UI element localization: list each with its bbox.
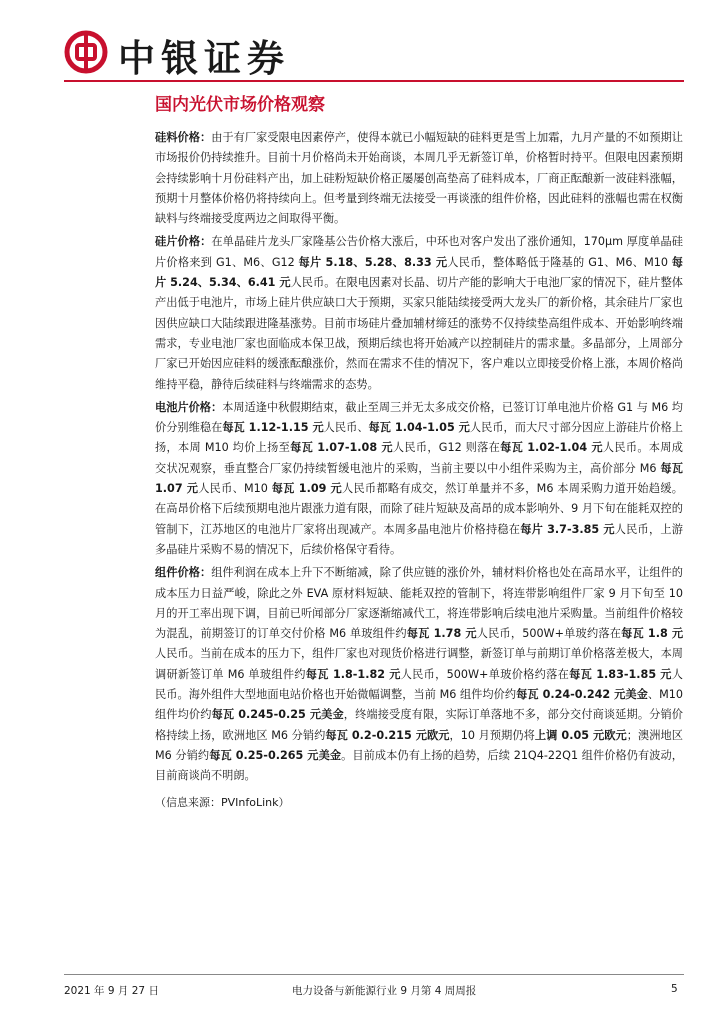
module-text: 人民币，500W+单玻约落在: [476, 627, 622, 641]
footer-date: 2021 年 9 月 27 日: [64, 985, 159, 997]
cell-paragraph: [155, 398, 683, 560]
module-text: ，终端接受度有限，实际订单落地不多，部分交付商谈延期。分销价格持续上扬，欧洲地区 M6 分销约: [155, 708, 683, 742]
cell-price: 每瓦 1.02-1.04 元: [500, 441, 603, 455]
module-price: 每瓦 0.245-0.25 元美金: [211, 708, 344, 722]
module-text: ，10 月预期仍将: [449, 728, 535, 742]
cell-price: 每片 3.7-3.85 元: [520, 522, 615, 536]
bank-of-china-logo-icon: [64, 30, 108, 74]
module-paragraph: [155, 563, 683, 786]
module-price: 每瓦 0.25-0.265 元美金: [209, 748, 342, 762]
module-price: 上调 0.05 元欧元: [534, 728, 627, 742]
brand-name: 中银证券: [118, 36, 290, 80]
wafer-text: 人民币。在限电因素对长晶、切片产能的影响大于电池厂家的情况下，硅片整体产出低于电池片，市场上硅片供应缺口大于预期，买家只能陆续接受两大龙头厂的新价格，其余硅片厂家也因供应缺口大陆续跟进隆基涨势。目前市场硅片叠加辅材缔廷的涨势不仅持续垫高组件成本、开始影响终端需求，专业电池厂家也面临成本保卫战，预期后续也将开始减产以控制硅片的需求量。多晶部分，上周部分厂家已开始因应硅料的缓涨酝酿涨价，然而在需求不佳的情况下，客户难以立即接受价格上涨，本周价格尚维持平稳，静待后续硅料与终端需求的态势。: [155, 276, 683, 391]
polysilicon-label: 硅料价格：: [155, 131, 212, 144]
article-body: [155, 128, 683, 813]
cell-text: 人民币、: [323, 421, 369, 435]
cell-text: 人民币，G12 则落在: [392, 441, 501, 455]
wafer-paragraph: [155, 232, 683, 394]
wafer-text: 人民币，整体略低于隆基的 G1、M6、M10: [447, 255, 672, 269]
module-price: 每瓦 1.78 元: [406, 627, 477, 641]
wafer-text: 在单晶硅片龙头厂家隆基公告价格大涨后，中环也对客户发出了涨价通知，170μm 厚度单晶硅片价格来到 G1、M6、G12: [155, 235, 683, 269]
page-header: [64, 30, 684, 82]
module-price: 每瓦 0.24-0.242 元美金: [516, 688, 648, 702]
wafer-label: 硅片价格：: [155, 235, 212, 249]
module-price: 每瓦 1.8-1.82 元: [305, 667, 401, 681]
module-text: 人民币。海外组件大型地面电站价格也开始微幅调整，当前 M6 组件均价约: [155, 667, 683, 702]
page-number: 5: [671, 983, 678, 995]
footer-report-title: 电力设备与新能源行业 9 月第 4 周周报: [292, 985, 477, 997]
cell-price: 每瓦 1.12-1.15 元: [222, 421, 324, 435]
polysilicon-paragraph: [155, 128, 683, 229]
cell-label: 电池片价格：: [155, 400, 223, 414]
module-text: 人民币。当前在成本的压力下，组件厂家也对现货价格进行调整，新签订单与前期订单价格落差极大，本周调研新签订单 M6 单玻组件约: [155, 647, 683, 681]
module-price: 每瓦 0.2-0.215 元欧元: [325, 728, 450, 742]
wafer-price: 每片 5.18、5.28、8.33 元: [298, 255, 448, 269]
cell-price: 每瓦 1.04-1.05 元: [368, 421, 470, 435]
module-text: 、M10 组件均价约: [155, 688, 683, 722]
cell-text: 人民币、M10: [198, 482, 272, 496]
cell-text: 人民币。本周成交状况观察，垂直整合厂家仍持续暂缓电池片的采购，当前主要以中小组件采购为主，高价部分 M6: [155, 441, 683, 475]
cell-text: 本周适逢中秋假期结束，截止至周三并无太多成交价格，已签订订单电池片价格 G1 与 M6 均价分别维稳在: [155, 400, 683, 435]
module-text: 人民币，500W+单玻价格约落在: [400, 667, 570, 681]
header-divider: [64, 80, 684, 82]
cell-text: 人民币，而大尺寸部分因应上游硅片价格上扬，本周 M10 均价上扬至: [155, 421, 683, 455]
module-text: 组件利润在成本上升下不断缩减，除了供应链的涨价外，辅材料价格也处在高昂水平，让组件的成本压力日益严峻，除此之外 EVA 原材料短缺、能耗双控的管制下，将连带影响组件厂家 9 月下旬至 10 月的开工率出现下调，目前已听闻部分厂家逐渐缩减代工，将连带影响后续电池片采购量。当前组件价格较为混乱，前期签订的订单交付价格 M6 单玻组件约: [155, 566, 683, 641]
cell-text: 人民币都略有成交，然订单量并不多，M6 本周采购力道开始趋缓。在高昂价格下后续预期电池片跟涨力道有限，而除了硅片短缺及高昂的成本影响外、9 月下旬在能耗双控的管制下，江苏地区的电池片厂家将出现减产。本周多晶电池片价格持稳在: [155, 482, 683, 536]
polysilicon-text: 由于有厂家受限电因素停产，使得本就已小幅短缺的硅料更是雪上加霜，九月产量的不如预期让市场报价仍持续推升。目前十月价格尚未开始商谈，本周几乎无新签订单，价格暂时持平。但限电因素预期会持续影响十月份硅料产出，加上硅粉短缺价格正屡屡创高垫高了硅料成本，厂商正酝酿新一波硅料涨幅，预期十月整体价格仍将持续向上。但考量到终端无法接受一再谈涨的组件价格，因此硅料的涨幅也需在权衡缺料与终端接受度两边之间取得平衡。: [155, 131, 683, 226]
cell-price: 每瓦 1.09 元: [271, 482, 343, 496]
module-price: 每瓦 1.8 元: [621, 627, 684, 641]
footer-divider: [64, 974, 684, 975]
wafer-price: 每片 5.24、5.34、6.41 元: [155, 255, 683, 290]
source-note: （信息来源：PVInfoLink）: [155, 795, 290, 809]
cell-price: 每瓦 1.07-1.08 元: [290, 441, 393, 455]
module-price: 每瓦 1.83-1.85 元: [569, 667, 672, 681]
module-label: 组件价格：: [155, 566, 212, 580]
module-text: 。目前成本仍有上扬的趋势，后续 21Q4-22Q1 组件价格仍有波动，目前商谈尚不明朗。: [155, 748, 683, 783]
module-text: ；澳洲地区 M6 分销约: [155, 728, 683, 762]
cell-price: 每瓦 1.07 元: [155, 461, 683, 496]
cell-text: 人民币，上游多晶硅片采购不易的情况下，后续价格保守看待。: [155, 522, 683, 556]
section-title: 国内光伏市场价格观察: [155, 95, 325, 115]
